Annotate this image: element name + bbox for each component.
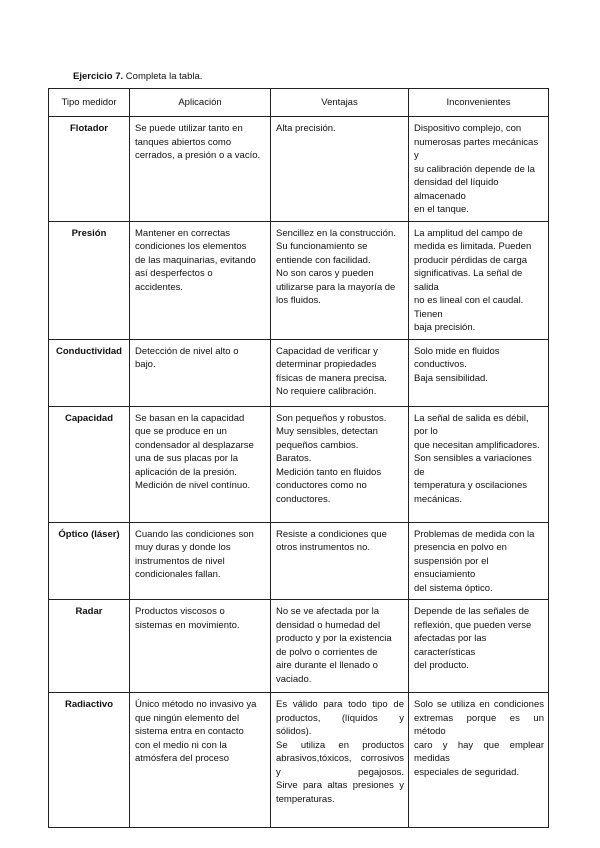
- cell-line: Medición tanto en fluidos: [276, 466, 382, 478]
- exercise-instruction: Completa la tabla.: [123, 71, 203, 82]
- cell-line: afectadas por las características: [414, 633, 487, 658]
- cell-line: Único método no invasivo ya: [135, 699, 257, 710]
- cell-line: que ningún elemento del: [135, 712, 240, 724]
- cell-line: productos, (líquidos y: [276, 712, 404, 724]
- cell-line: con el medio ni con la: [135, 739, 227, 751]
- cell-inconvenientes: [409, 600, 549, 693]
- cell-line: Medición de nivel contínuo.: [135, 480, 251, 491]
- cell-line: otros instrumentos no.: [276, 542, 370, 553]
- cell-tipo-medidor: Presión: [49, 221, 130, 339]
- cell-line: tanques abiertos como: [135, 136, 232, 148]
- cell-line: su calibración depende de la: [414, 163, 535, 175]
- cell-inconvenientes: [409, 693, 549, 828]
- cell-aplicacion: [130, 339, 271, 406]
- cell-aplicacion: [130, 406, 271, 522]
- exercise-label: Ejercicio 7.: [73, 71, 124, 82]
- cell-tipo-medidor: Flotador: [49, 117, 130, 222]
- cell-line: baja precisión.: [414, 322, 476, 333]
- cell-line: abrasivos,tóxicos, corrosivos: [276, 753, 404, 764]
- cell-line: entiende con facilidad.: [276, 254, 371, 266]
- cell-line: aire durante el llenado o: [276, 660, 378, 671]
- cell-aplicacion: [130, 693, 271, 828]
- cell-line: utilizarse para la mayoría de: [276, 281, 396, 293]
- cell-line: Se utiliza en productos: [276, 739, 404, 751]
- cell-line: medida es limitada. Pueden: [414, 241, 532, 252]
- cell-aplicacion: [130, 522, 271, 600]
- cell-line: una de sus placas por la: [135, 453, 238, 464]
- table-row: [49, 693, 549, 828]
- cell-line: sistema entra en contacto: [135, 726, 244, 737]
- cell-line: aplicación de la presión.: [135, 466, 237, 478]
- cell-line: extremas porque es un método: [414, 712, 544, 737]
- cell-line: Resiste a condiciones que: [276, 528, 387, 540]
- cell-line: Dispositivo complejo, con: [414, 123, 522, 134]
- cell-line: bajo.: [135, 359, 156, 370]
- cell-line: temperatura y oscilaciones: [414, 480, 527, 491]
- cell-line: vaciado.: [276, 673, 312, 685]
- header-aplicacion: Aplicación: [130, 89, 271, 117]
- cell-line: suspensión por el ensuciamiento: [414, 555, 489, 580]
- cell-line: físicas de manera precisa.: [276, 372, 387, 384]
- cell-line: sistemas en movimiento.: [135, 619, 240, 631]
- table-row: [49, 339, 549, 406]
- cell-line: que necesitan amplificadores.: [414, 439, 540, 451]
- cell-line: Su funcionamiento se: [276, 241, 368, 252]
- cell-line: del producto.: [414, 660, 469, 671]
- cell-line: no es lineal con el caudal. Tienen: [414, 295, 524, 320]
- table-row: [49, 221, 549, 339]
- cell-line: Alta precisión.: [276, 123, 336, 134]
- cell-line: No son caros y pueden: [276, 268, 374, 279]
- cell-line: reflexión, que pueden verse: [414, 619, 532, 631]
- cell-line: Muy sensibles, detectan: [276, 426, 378, 437]
- cell-line: muy duras y donde los: [135, 542, 231, 553]
- header-inconvenientes: Inconvenientes: [409, 89, 549, 117]
- cell-line: especiales de seguridad.: [414, 766, 520, 778]
- cell-inconvenientes: [409, 221, 549, 339]
- cell-line: así desperfectos o: [135, 268, 213, 279]
- table-row: [49, 406, 549, 522]
- cell-line: de las maquinarias, evitando: [135, 254, 256, 266]
- table-header-row: [49, 89, 549, 117]
- cell-line: numerosas partes mecánicas y: [414, 136, 539, 161]
- table-row: [49, 522, 549, 600]
- measurement-table: [48, 88, 549, 828]
- cell-line: conductivos.: [414, 359, 467, 370]
- cell-line: No requiere calibración.: [276, 386, 377, 397]
- cell-line: atmósfera del proceso: [135, 753, 229, 764]
- cell-aplicacion: [130, 600, 271, 693]
- cell-line: La amplitud del campo de: [414, 227, 523, 239]
- table-row: [49, 600, 549, 693]
- cell-line: accidentes.: [135, 281, 184, 293]
- cell-line: condiciones los elementos: [135, 241, 247, 252]
- cell-tipo-medidor: Capacidad: [49, 406, 130, 522]
- cell-line: condicionales fallan.: [135, 569, 221, 580]
- cell-ventajas: [271, 522, 409, 600]
- cell-line: Detección de nivel alto o: [135, 345, 239, 357]
- cell-ventajas: [271, 406, 409, 522]
- cell-line: producto y por la existencia: [276, 633, 392, 644]
- cell-line: No se ve afectada por la: [276, 606, 379, 617]
- cell-line: Baratos.: [276, 453, 312, 464]
- cell-ventajas: [271, 221, 409, 339]
- cell-ventajas: [271, 693, 409, 828]
- cell-line: densidad del líquido almacenado: [414, 177, 499, 202]
- cell-tipo-medidor: Óptico (láser): [49, 522, 130, 600]
- header-tipo-medidor: Tipo medidor: [49, 89, 130, 117]
- cell-ventajas: [271, 339, 409, 406]
- cell-line: pequeños cambios.: [276, 439, 359, 451]
- cell-inconvenientes: [409, 406, 549, 522]
- table-body: [49, 117, 549, 828]
- cell-line: los fluidos.: [276, 295, 321, 306]
- cell-line: Solo se utiliza en condiciones: [414, 699, 544, 710]
- cell-line: Cuando las condiciones son: [135, 528, 254, 540]
- cell-line: Baja sensibilidad.: [414, 372, 488, 384]
- cell-line: de polvo o corrientes de: [276, 646, 378, 658]
- cell-line: conductores como no: [276, 480, 367, 491]
- cell-line: Son pequeños y robustos.: [276, 412, 387, 424]
- cell-line: Solo mide en fluidos: [414, 345, 500, 357]
- cell-line: determinar propiedades: [276, 359, 377, 370]
- cell-line: Son sensibles a variaciones de: [414, 453, 532, 478]
- cell-aplicacion: [130, 221, 271, 339]
- cell-line: del sistema óptico.: [414, 582, 493, 594]
- cell-line: Productos viscosos o: [135, 606, 225, 617]
- cell-tipo-medidor: Radiactivo: [49, 693, 130, 828]
- cell-line: Depende de las señales de: [414, 606, 530, 617]
- cell-line: mecánicas.: [414, 493, 463, 505]
- cell-line: Se puede utilizar tanto en: [135, 123, 243, 134]
- cell-aplicacion: [130, 117, 271, 222]
- cell-line: presencia en polvo en: [414, 542, 507, 553]
- cell-line: instrumentos de nivel: [135, 555, 225, 567]
- cell-tipo-medidor: Conductividad: [49, 339, 130, 406]
- cell-line: caro y hay que emplear medidas: [414, 739, 544, 764]
- cell-line: La señal de salida es débil, por lo: [414, 412, 529, 437]
- cell-ventajas: [271, 117, 409, 222]
- cell-line: Sencillez en la construcción.: [276, 227, 396, 239]
- cell-inconvenientes: [409, 117, 549, 222]
- cell-line: Sirve para altas presiones y: [276, 780, 404, 791]
- cell-line: Capacidad de verificar y: [276, 345, 378, 357]
- cell-line: y pegajosos.: [276, 766, 404, 778]
- cell-line: producir pérdidas de carga: [414, 254, 528, 266]
- exercise-heading: [73, 71, 202, 83]
- table-row: [49, 117, 549, 222]
- cell-line: significativas. La señal de salida: [414, 268, 523, 293]
- cell-line: densidad o humedad del: [276, 619, 381, 631]
- header-ventajas: Ventajas: [271, 89, 409, 117]
- cell-ventajas: [271, 600, 409, 693]
- cell-inconvenientes: [409, 339, 549, 406]
- cell-line: Se basan en la capacidad: [135, 412, 245, 424]
- cell-line: que se produce en un: [135, 426, 227, 437]
- cell-line: conductores.: [276, 493, 331, 505]
- cell-line: Mantener en correctas: [135, 227, 231, 239]
- cell-line: en el tanque.: [414, 204, 469, 215]
- cell-line: Problemas de medida con la: [414, 528, 535, 540]
- cell-line: temperaturas.: [276, 793, 335, 805]
- cell-line: cerrados, a presión o a vacío.: [135, 150, 261, 161]
- cell-inconvenientes: [409, 522, 549, 600]
- cell-tipo-medidor: Radar: [49, 600, 130, 693]
- cell-line: Es válido para todo tipo de: [276, 699, 404, 710]
- cell-line: sólidos).: [276, 726, 312, 737]
- cell-line: condensador al desplazarse: [135, 439, 254, 451]
